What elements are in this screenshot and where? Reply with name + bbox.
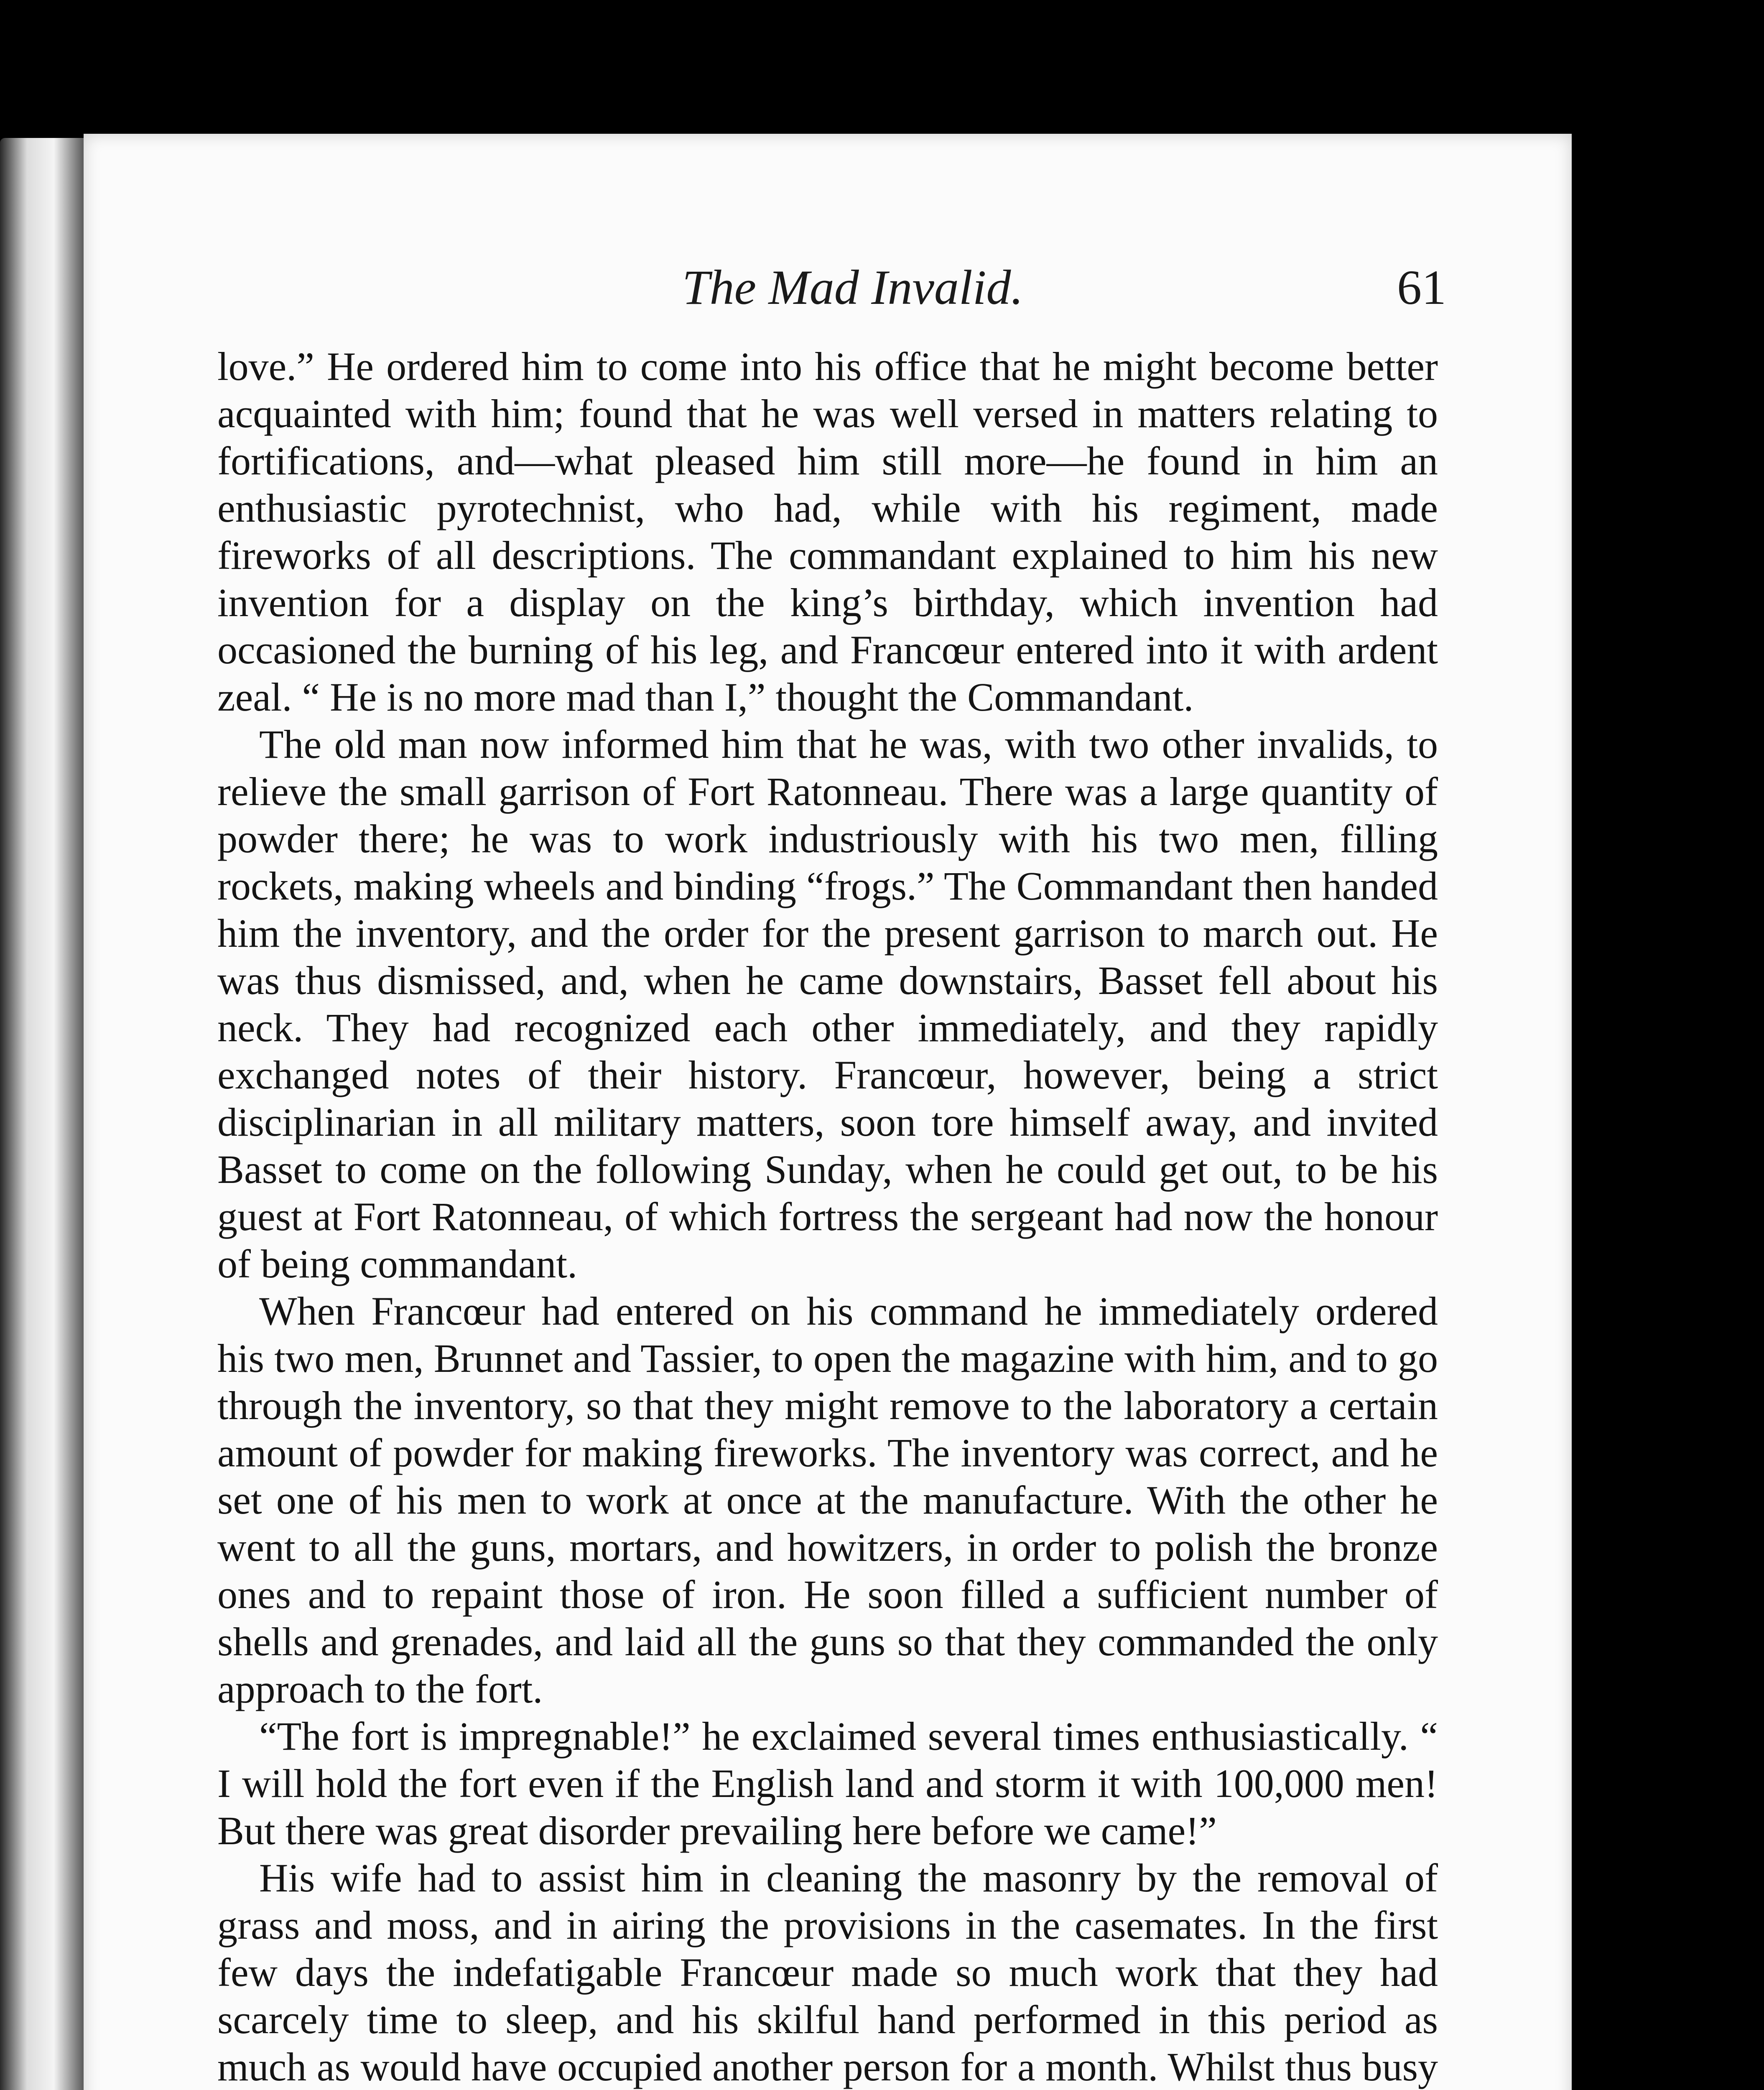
page-number: 61 <box>1397 260 1446 315</box>
adjacent-page-edge <box>0 138 90 2090</box>
paragraph: When Francœur had entered on his command he immediately ordered his two men, Brunnet and Tassier, to open the magazine with him, and to go through the inventory, so that they might remove to the laboratory a certain amount of powder for making fireworks. The inventory was correct, and he set one of his men to work at once at the manufacture. With the other he went to all the guns, mortars, and howitzers, in order to polish the bronze ones and to repaint those of iron. He soon filled a sufficient number of shells and grenades, and laid all the guns so that they commanded the only approach to the fort. <box>217 1289 1438 1711</box>
body-text <box>217 343 1438 2090</box>
running-title: The Mad Invalid. <box>682 260 1024 315</box>
running-head <box>84 259 1572 318</box>
paragraph: His wife had to assist him in cleaning the masonry by the removal of grass and moss, and in airing the provisions in the casemates. In the first few days the indefatigable Francœur made so much work that they had scarcely time to sleep, and his skilful hand performed in this period as much as would have occupied another person for a month. Whilst thus busy <box>217 1856 1438 2089</box>
paragraph: The old man now informed him that he was, with two other invalids, to relieve the small garrison of Fort Ratonneau. There was a large quantity of powder there; he was to work industriously with his two men, filling rockets, making wheels and binding “frogs.” The Commandant then handed him the inventory, and the order for the present garrison to march out. He was thus dismissed, and, when he came downstairs, Basset fell about his neck. They had recognized each other immediately, and they rapidly exchanged notes of their history. Francœur, however, being a strict disciplinarian in all military matters, soon tore himself away, and invited Basset to come on the following Sunday, when he could get out, to be his guest at Fort Ratonneau, of which fortress the sergeant had now the honour of being commandant. <box>217 722 1438 1286</box>
paragraph: love.” He ordered him to come into his office that he might become better acquainted with him; found that he was well versed in matters relating to fortifications, and—what pleased him still more—he found in him an enthusiastic pyrotechnist, who had, while with his regiment, made fireworks of all descriptions. The commandant explained to him his new invention for a display on the king’s birthday, which invention had occasioned the burning of his leg, and Francœur entered into it with ardent zeal. “ He is no more mad than I,” thought the Commandant. <box>217 344 1438 719</box>
paragraph: “The fort is impregnable!” he exclaimed several times enthusiastically. “ I will hold the fort even if the English land and storm it with 100,000 men! But there was great disorder prevailing here before we came!” <box>217 1714 1438 1853</box>
book-page <box>84 134 1572 2090</box>
